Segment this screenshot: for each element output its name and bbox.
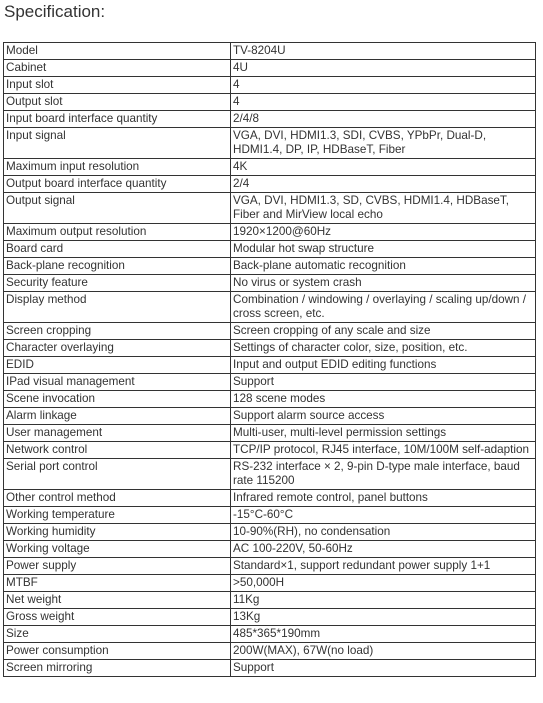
page-title: Specification: (4, 2, 106, 21)
table-row (4, 241, 536, 258)
spec-label: Character overlaying (4, 340, 231, 357)
spec-value: 2/4/8 (231, 111, 536, 128)
spec-value: 4K (231, 159, 536, 176)
spec-value: -15°C-60°C (231, 507, 536, 524)
spec-value: Support (231, 374, 536, 391)
spec-value: 2/4 (231, 176, 536, 193)
spec-value: 13Kg (231, 609, 536, 626)
spec-value: Input and output EDID editing functions (231, 357, 536, 374)
spec-label: Size (4, 626, 231, 643)
spec-value: Screen cropping of any scale and size (231, 323, 536, 340)
table-row (4, 490, 536, 507)
spec-label: Security feature (4, 275, 231, 292)
table-row (4, 507, 536, 524)
spec-value: 200W(MAX), 67W(no load) (231, 643, 536, 660)
table-row (4, 323, 536, 340)
spec-label: EDID (4, 357, 231, 374)
table-row (4, 391, 536, 408)
table-row (4, 643, 536, 660)
spec-value: Infrared remote control, panel buttons (231, 490, 536, 507)
table-row (4, 275, 536, 292)
spec-value: VGA, DVI, HDMI1.3, SD, CVBS, HDMI1.4, HDBaseT, Fiber and MirView local echo (231, 193, 536, 224)
spec-value: Modular hot swap structure (231, 241, 536, 258)
spec-value: Settings of character color, size, position, etc. (231, 340, 536, 357)
spec-label: Cabinet (4, 60, 231, 77)
spec-label: Output board interface quantity (4, 176, 231, 193)
table-row (4, 77, 536, 94)
spec-label: Other control method (4, 490, 231, 507)
spec-value: TCP/IP protocol, RJ45 interface, 10M/100M self-adaption (231, 442, 536, 459)
spec-label: Power consumption (4, 643, 231, 660)
table-row (4, 660, 536, 677)
spec-label: Screen mirroring (4, 660, 231, 677)
table-row (4, 94, 536, 111)
spec-label: MTBF (4, 575, 231, 592)
spec-label: Working temperature (4, 507, 231, 524)
table-row (4, 224, 536, 241)
spec-value: Combination / windowing / overlaying / scaling up/down / cross screen, etc. (231, 292, 536, 323)
spec-value: 11Kg (231, 592, 536, 609)
table-row (4, 425, 536, 442)
table-row (4, 524, 536, 541)
table-row (4, 575, 536, 592)
spec-label: Working humidity (4, 524, 231, 541)
spec-value: Multi-user, multi-level permission settings (231, 425, 536, 442)
spec-table-body (4, 43, 536, 677)
table-row (4, 374, 536, 391)
table-row (4, 128, 536, 159)
table-row (4, 60, 536, 77)
table-row (4, 592, 536, 609)
spec-label: Network control (4, 442, 231, 459)
spec-label: Input signal (4, 128, 231, 159)
spec-label: Output signal (4, 193, 231, 224)
table-row (4, 609, 536, 626)
spec-value: 128 scene modes (231, 391, 536, 408)
spec-label: Input slot (4, 77, 231, 94)
spec-value: 10-90%(RH), no condensation (231, 524, 536, 541)
table-row (4, 459, 536, 490)
spec-value: TV-8204U (231, 43, 536, 60)
spec-value: 4U (231, 60, 536, 77)
spec-label: Input board interface quantity (4, 111, 231, 128)
spec-value: 4 (231, 94, 536, 111)
spec-value: Back-plane automatic recognition (231, 258, 536, 275)
spec-label: Alarm linkage (4, 408, 231, 425)
spec-label: Back-plane recognition (4, 258, 231, 275)
spec-value: AC 100-220V, 50-60Hz (231, 541, 536, 558)
table-row (4, 193, 536, 224)
table-row (4, 292, 536, 323)
spec-label: Working voltage (4, 541, 231, 558)
spec-label: Gross weight (4, 609, 231, 626)
table-row (4, 541, 536, 558)
spec-value: Support alarm source access (231, 408, 536, 425)
spec-table (3, 42, 536, 677)
spec-label: Output slot (4, 94, 231, 111)
spec-value: Standard×1, support redundant power supply 1+1 (231, 558, 536, 575)
spec-label: User management (4, 425, 231, 442)
table-row (4, 159, 536, 176)
spec-value: 4 (231, 77, 536, 94)
table-row (4, 176, 536, 193)
spec-label: Display method (4, 292, 231, 323)
spec-value: No virus or system crash (231, 275, 536, 292)
table-row (4, 626, 536, 643)
spec-label: IPad visual management (4, 374, 231, 391)
spec-value: 485*365*190mm (231, 626, 536, 643)
table-row (4, 357, 536, 374)
spec-value: >50,000H (231, 575, 536, 592)
table-row (4, 558, 536, 575)
spec-label: Net weight (4, 592, 231, 609)
table-row (4, 111, 536, 128)
spec-value: RS-232 interface × 2, 9-pin D-type male interface, baud rate 115200 (231, 459, 536, 490)
table-row (4, 442, 536, 459)
spec-value: Support (231, 660, 536, 677)
spec-label: Board card (4, 241, 231, 258)
spec-label: Model (4, 43, 231, 60)
spec-value: 1920×1200@60Hz (231, 224, 536, 241)
table-row (4, 340, 536, 357)
spec-label: Scene invocation (4, 391, 231, 408)
table-row (4, 43, 536, 60)
spec-label: Power supply (4, 558, 231, 575)
spec-label: Maximum output resolution (4, 224, 231, 241)
spec-label: Serial port control (4, 459, 231, 490)
spec-label: Screen cropping (4, 323, 231, 340)
table-row (4, 408, 536, 425)
spec-value: VGA, DVI, HDMI1.3, SDI, CVBS, YPbPr, Dual-D, HDMI1.4, DP, IP, HDBaseT, Fiber (231, 128, 536, 159)
spec-label: Maximum input resolution (4, 159, 231, 176)
table-row (4, 258, 536, 275)
